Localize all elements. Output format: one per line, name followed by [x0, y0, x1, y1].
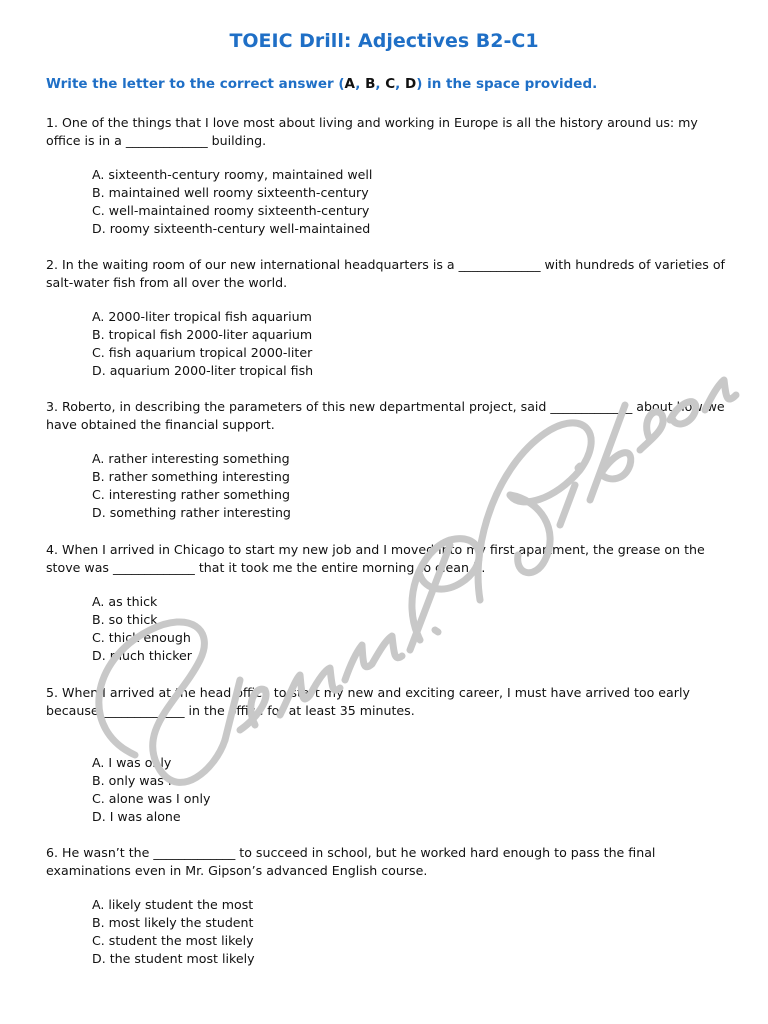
- letter-a: A: [344, 76, 356, 92]
- question-stem: 5. When I arrived at the head office to start my new and exciting career, I must have arrived too early because _____________ in the office for at least 35 minutes.: [46, 685, 690, 718]
- question-3: [46, 398, 726, 522]
- option: D. roomy sixteenth-century well-maintained: [92, 221, 371, 236]
- option: A. 2000-liter tropical fish aquarium: [92, 309, 312, 324]
- option: A. I was only: [92, 755, 172, 770]
- option-list: [46, 450, 726, 522]
- option: B. so thick: [92, 612, 158, 627]
- question-stem: 2. In the waiting room of our new international headquarters is a _____________ with hundreds of varieties of salt-water fish from all over the world.: [46, 257, 725, 290]
- option: A. likely student the most: [92, 897, 254, 912]
- letter-b: B: [365, 76, 376, 92]
- question-stem: 3. Roberto, in describing the parameters of this new departmental project, said _____________ about how we have obtained the financial support.: [46, 399, 725, 432]
- option: C. fish aquarium tropical 2000-liter: [92, 345, 313, 360]
- option-list: [46, 308, 726, 380]
- option-list: [46, 166, 726, 238]
- option: B. rather something interesting: [92, 469, 290, 484]
- option: B. most likely the student: [92, 915, 254, 930]
- page-title: TOEIC Drill: Adjectives B2-C1: [229, 30, 539, 52]
- option: D. something rather interesting: [92, 505, 291, 520]
- option-list: [46, 593, 726, 665]
- question-6: [46, 844, 726, 968]
- question-stem: 6. He wasn’t the _____________ to succeed in school, but he worked hard enough to pass the final examinations even in Mr. Gipson’s advanced English course.: [46, 845, 656, 878]
- option: A. as thick: [92, 594, 158, 609]
- question-1: [46, 114, 726, 238]
- instruction-suffix: ) in the space provided.: [416, 76, 598, 92]
- option: B. only was I: [92, 773, 172, 788]
- option: C. thick enough: [92, 630, 191, 645]
- instruction: Write the letter to the correct answer (A, B, C, D) in the space provided.: [46, 76, 598, 92]
- letter-c: C: [385, 76, 396, 92]
- question-5: [46, 684, 726, 826]
- option: B. maintained well roomy sixteenth-century: [92, 185, 369, 200]
- option: B. tropical fish 2000-liter aquarium: [92, 327, 313, 342]
- instruction-prefix: Write the letter to the correct answer (: [46, 76, 345, 92]
- option: A. rather interesting something: [92, 451, 290, 466]
- option: C. well-maintained roomy sixteenth-century: [92, 203, 370, 218]
- letter-d: D: [405, 76, 417, 92]
- option: D. the student most likely: [92, 951, 255, 966]
- question-4: [46, 541, 726, 665]
- option-list: [46, 896, 726, 968]
- option: C. student the most likely: [92, 933, 254, 948]
- option: A. sixteenth-century roomy, maintained well: [92, 167, 373, 182]
- question-2: [46, 256, 726, 380]
- option: C. alone was I only: [92, 791, 211, 806]
- option: C. interesting rather something: [92, 487, 291, 502]
- question-stem: 4. When I arrived in Chicago to start my new job and I moved into my first apartment, the grease on the stove was _____________ that it took me the entire morning to clean it.: [46, 542, 705, 575]
- option: D. I was alone: [92, 809, 181, 824]
- option-list: [46, 754, 726, 826]
- option: D. aquarium 2000-liter tropical fish: [92, 363, 314, 378]
- question-stem: 1. One of the things that I love most about living and working in Europe is all the history around us: my office is in a _____________ building.: [46, 115, 698, 148]
- option: D. much thicker: [92, 648, 192, 663]
